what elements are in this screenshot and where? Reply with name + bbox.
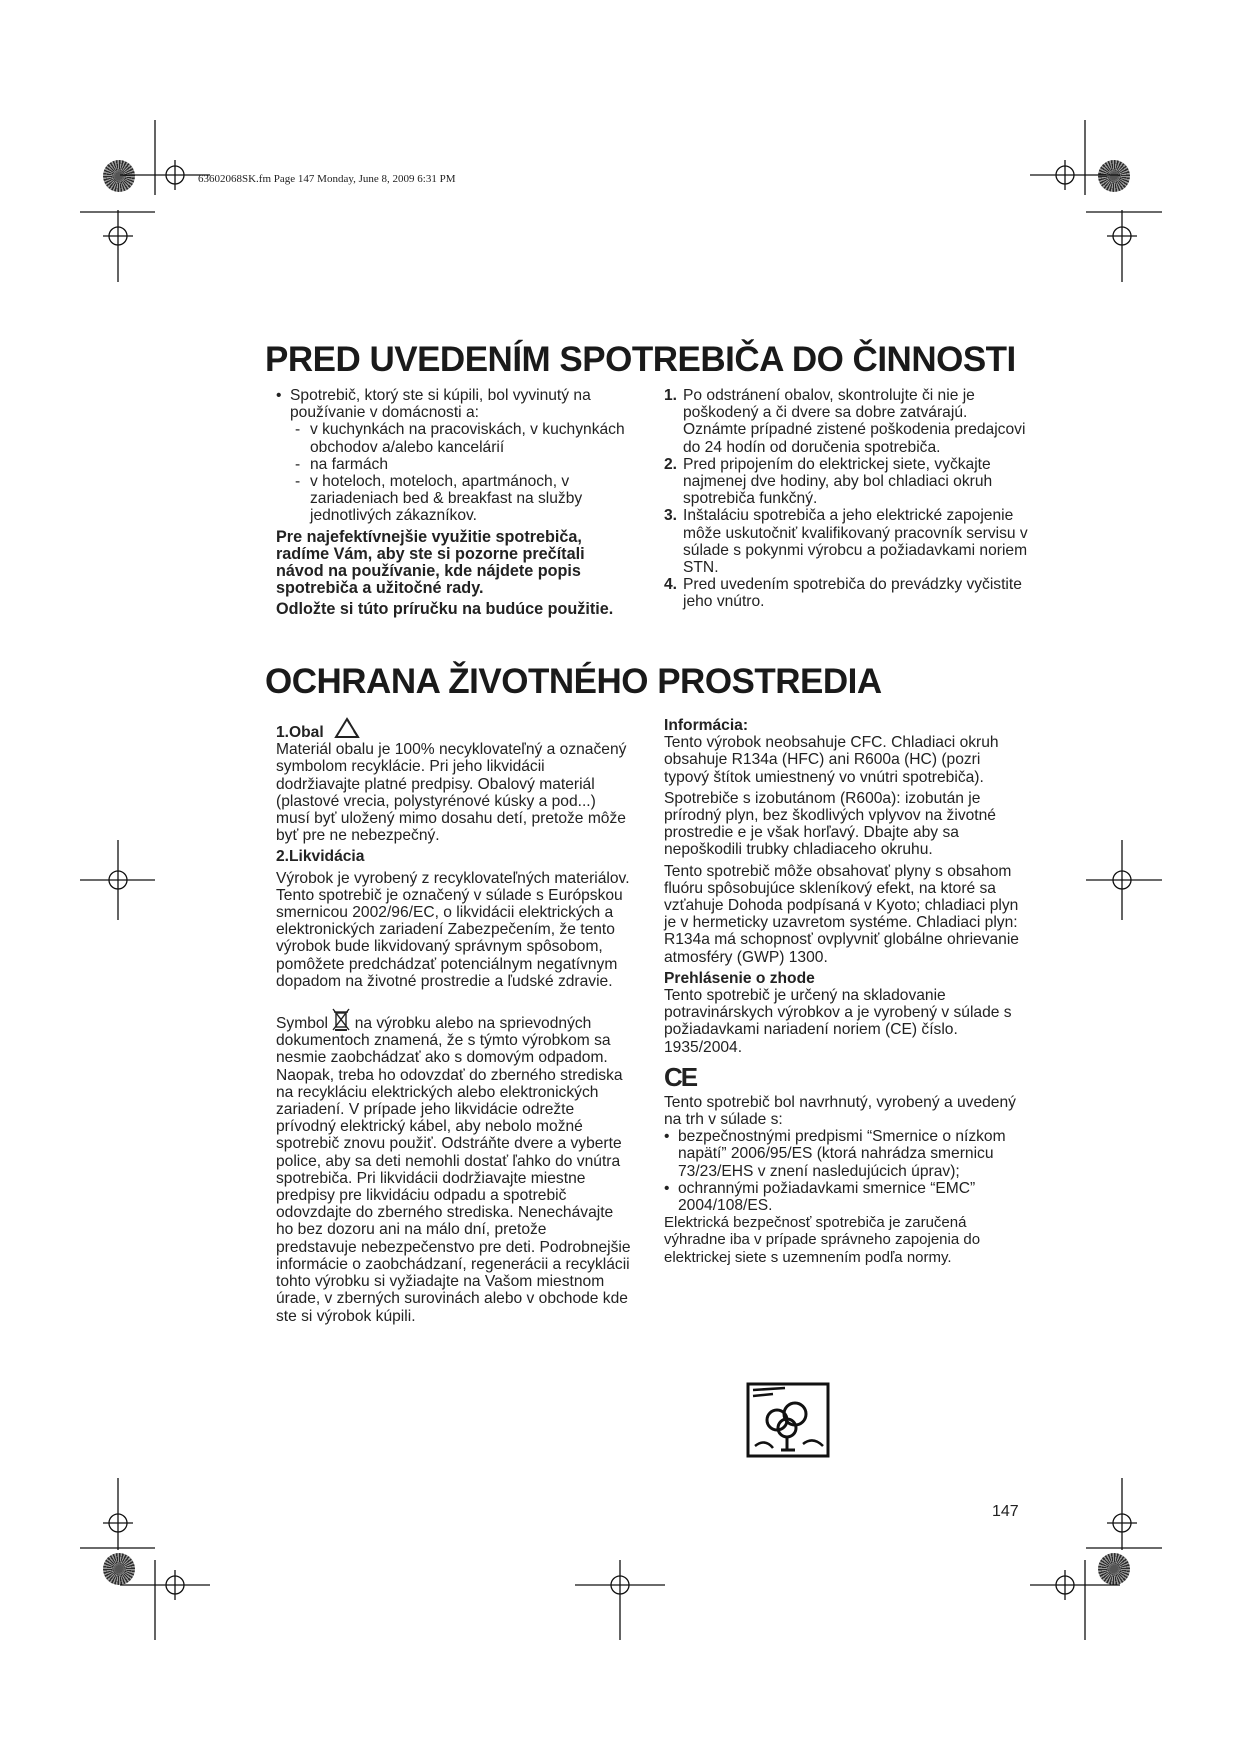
print-slug: 63602068SK.fm Page 147 Monday, June 8, 2009 6:31 PM xyxy=(198,173,456,185)
tree-environment-icon xyxy=(745,1380,833,1460)
packaging-title: 1.Obal xyxy=(276,724,324,741)
declaration-bullet: • bezpečnostnými predpismi “Smernice o nízkom napätí” 2006/95/ES (ktorá nahrádza smernicu 73/23/EHS v znení nasledujúcich úprav); xyxy=(664,1128,1022,1180)
ce-mark: CE xyxy=(664,1061,697,1092)
intro-dash-item: - v kuchynkách na pracoviskách, v kuchynkách obchodov a/alebo kancelárií xyxy=(276,421,636,455)
step-item: 4. Pred uvedením spotrebiča do prevádzky vyčistite jeho vnútro. xyxy=(664,576,1022,611)
intro-bold-keep: Odložte si túto príručku na budúce použitie. xyxy=(276,600,614,619)
step-item: 3. Inštaláciu spotrebiča a jeho elektrické zapojenie môže uskutočniť kvalifikovaný pracovník servisu v súlade s pokynmi výrobcu a požiadavkami noriem STN. xyxy=(664,507,1028,577)
environment-left-column xyxy=(276,717,631,1325)
declaration-bullet: • ochrannými požiadavkami smernice “EMC” 2004/108/ES. xyxy=(664,1180,1022,1214)
intro-dash-item: - na farmách xyxy=(276,456,636,473)
step-item: 2. Pred pripojením do elektrickej siete, vyčkajte najmenej dve hodiny, aby bol chladiaci okruh spotrebiča funkčný. xyxy=(664,455,993,508)
symbol-prefix: Symbol xyxy=(276,1015,328,1033)
info-text: Tento spotrebič môže obsahovať plyny s obsahom fluóru spôsobujúce skleníkový efekt, na ktoré sa vzťahuje Dohoda podpísaná v Kyoto; chladiaci plyn je v hermeticky uzavretom systéme. Chladiaci plyn: R134a má schopnosť ovplyvniť globálne ohrievanie atmosféry (GWP) 1300. xyxy=(664,862,1019,966)
declaration-text: Tento spotrebič bol navrhnutý, vyrobený a uvedený na trh v súlade s: xyxy=(664,1093,1016,1129)
intro-bold-advice: Pre najefektívnejšie využitie spotrebiča, radíme Vám, aby ste si pozorne prečítali návod na používanie, kde nájdete popis spotrebiča a užitočné rady. xyxy=(276,527,585,598)
section-heading-environment: OCHRANA ŽIVOTNÉHO PROSTREDIA xyxy=(265,662,882,701)
intro-bullet: • Spotrebič, ktorý ste si kúpili, bol vyvinutý na používanie v domácnosti a: xyxy=(276,387,636,421)
intro-dash-item: - v hoteloch, moteloch, apartmánoch, v zariadeniach bed & breakfast na služby jednotlivých zákazníkov. xyxy=(276,473,636,525)
environment-right-column xyxy=(664,717,1022,1266)
packaging-text: Materiál obalu je 100% necyklovateľný a označený symbolom recyklácie. Pri jeho likvidácii dodržiavajte platné predpisy. Obalový materiál (plastové vrecia, polystyrénové kúsky a pod...) musí byť uložený mimo dosahu detí, pretože môže byť pre ne nebezpečný. xyxy=(276,741,627,845)
intro-column xyxy=(276,387,636,619)
step-item: 1. Po odstránení obalov, skontrolujte či nie je poškodený a či dvere sa dobre zatvárajú. Oznámte prípadné zistené poškodenia predajcovi do 24 hodín od doručenia spotrebiča. xyxy=(664,387,1026,456)
crossed-bin-icon xyxy=(332,1008,350,1032)
page-number: 147 xyxy=(992,1503,1019,1520)
disposal-title: 2.Likvidácia xyxy=(276,848,365,866)
safety-note: Elektrická bezpečnosť spotrebiča je zaručená výhradne iba v prípade správneho zapojenia do elektrickej siete s uzemnením podľa normy. xyxy=(664,1214,981,1266)
info-text: Spotrebiče s izobutánom (R600a): izobután je prírodný plyn, bez škodlivých vplyvov na životné prostredie e je však horľavý. Dbajte aby sa nepoškodili trubky chladiaceho okruhu. xyxy=(664,789,996,859)
declaration-text: Tento spotrebič je určený na skladovanie potravinárskych výrobkov a je vyrobený v súlade s požiadavkami nariadení noriem (CE) číslo. 1935/2004. xyxy=(664,987,1012,1056)
section-heading-before-use: PRED UVEDENÍM SPOTREBIČA DO ČINNOSTI xyxy=(265,340,1016,379)
recycle-icon xyxy=(334,717,360,739)
steps-column xyxy=(664,387,1029,611)
declaration-title: Prehlásenie o zhode xyxy=(664,969,815,987)
symbol-text: na výrobku alebo na sprievodných dokumentoch znamená, že s týmto výrobkom sa nesmie zaobchádzať ako s domovým odpadom. Naopak, treba ho odovzdať do zberného strediska na recykláciu elektrických alebo elektronických zariadení. V prípade jeho likvidácie odrežte prívodný elektrický kábel, aby nebolo možné spotrebič znovu použiť. Odstráňte dvere a vyberte police, aby sa deti nemohli dostať ľahko do vnútra spotrebiča. Pri likvidácii dodržiavajte miestne predpisy pre likvidáciu odpadu a spotrebič odovzdajte do zberného strediska. Nenechávajte ho bez dozoru ani na málo dní, pretože predstavuje nebezpečenstvo pre deti. Podrobnejšie informácie o zaobchádzaní, regenerácii a recyklácii tohto výrobku si vyžiadajte na Vašom miestnom úrade, v zberných surovinách alebo v obchode kde ste si výrobok kúpili. xyxy=(276,1015,631,1325)
disposal-text: Výrobok je vyrobený z recyklovateľných materiálov. Tento spotrebič je označený v súlade s Európskou smernicou 2002/96/EC, o likvidácii elektrických a elektronických zariadení Zabezpečením, že tento výrobok bude likvidovaný správnym spôsobom, pomôžete predchádzať potenciálnym negatívnym dopadom na životné prostredie a ľudské zdravie. xyxy=(276,869,630,990)
info-title: Informácia: xyxy=(664,717,749,734)
info-text: Tento výrobok neobsahuje CFC. Chladiaci okruh obsahuje R134a (HFC) ani R600a (HC) (pozri typový štítok umiestnený vo vnútri spotrebiča). xyxy=(664,734,999,786)
